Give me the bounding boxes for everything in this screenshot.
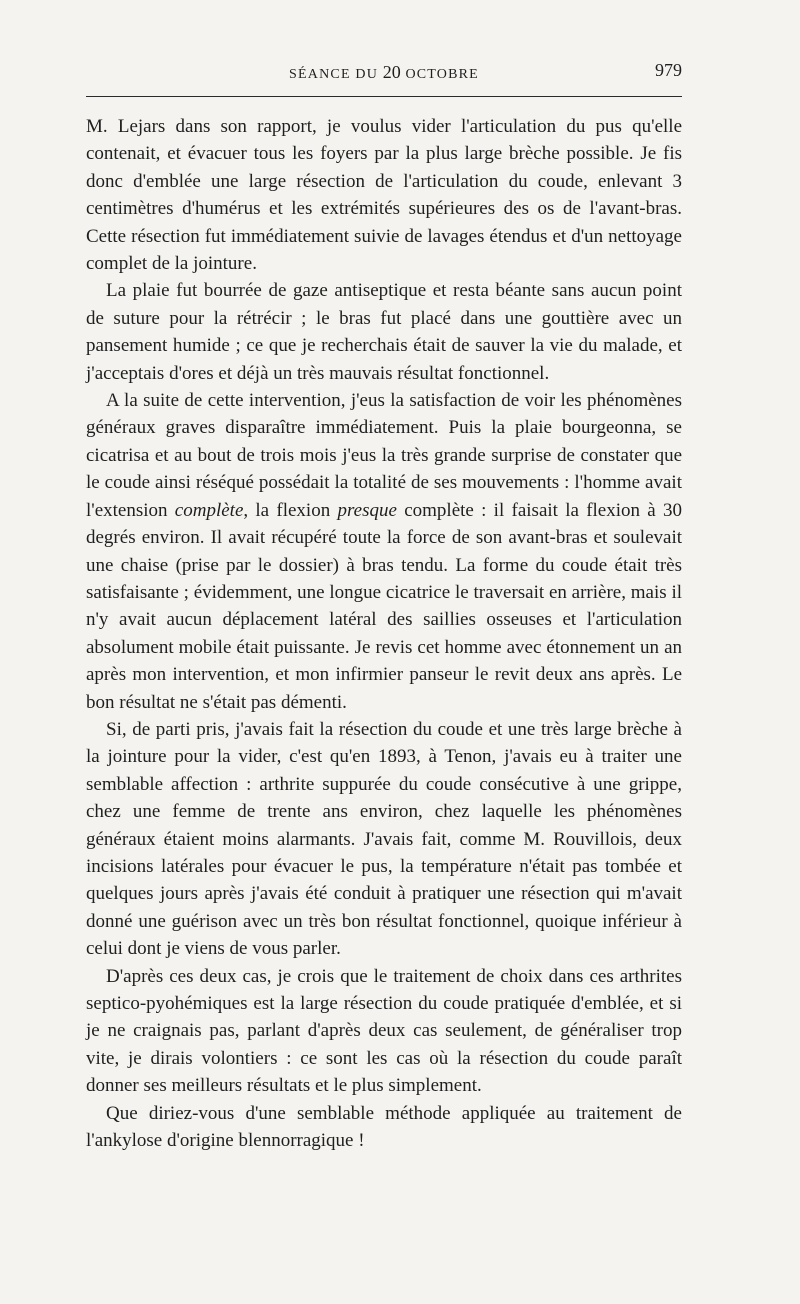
paragraph-3 <box>86 387 682 716</box>
running-head <box>86 60 682 84</box>
body-text <box>86 113 682 1154</box>
paragraph-1: M. Lejars dans son rapport, je voulus vider l'articulation du pus qu'elle contenait, et évacuer tous les foyers par la plus large brèche possible. Je fis donc d'emblée une large résection de l'articulation du coude, enlevant 3 centimètres d'humérus et les extrémités supérieures des os de l'avant-bras. Cette résection fut immédiatement suivie de lavages étendus et d'un nettoyage complet de la jointure. <box>86 116 682 275</box>
session-day: 20 <box>382 62 401 82</box>
italic-complete: complète <box>174 499 244 521</box>
running-title <box>86 62 682 83</box>
running-title-month: OCTOBRE <box>405 67 479 82</box>
paragraph-2: La plaie fut bourrée de gaze antiseptique et resta béante sans aucun point de suture pour la rétrécir ; le bras fut placé dans une gouttière avec un pansement humide ; ce que je recherchais était de sauver la vie du malade, et j'acceptais d'ores et déjà un très mauvais résultat fonctionnel. <box>86 280 682 384</box>
running-title-start: SÉANCE DU <box>289 67 379 82</box>
paragraph-3-part-c: complète : il faisait la flexion à 30 degrés environ. Il avait récupéré toute la force de son avant-bras et soulevait une chaise (prise par le dossier) à bras tendu. La forme du coude était très satisfaisante ; évidemment, une longue cicatrice le traversait en arrière, mais il n'y avait aucun déplacement latéral des saillies osseuses et l'articulation absolument mobile était puissante. Je revis cet homme avec étonnement un an après mon intervention, et mon infirmier panseur le revit deux ans après. Le bon résultat ne s'était pas démenti. <box>86 499 682 713</box>
paragraph-5: D'après ces deux cas, je crois que le traitement de choix dans ces arthrites septico-pyohémiques est la large résection du coude pratiquée d'emblée, et si je ne craignais pas, parlant d'après deux cas seulement, de généraliser trop vite, je dirais volontiers : ce sont les cas où la résection du coude paraît donner ses meilleurs résultats et le plus simplement. <box>86 965 682 1097</box>
paragraph-6: Que diriez-vous d'une semblable méthode appliquée au traitement de l'ankylose d'origine blennorragique ! <box>86 1102 682 1152</box>
page-number: 979 <box>655 60 682 80</box>
paragraph-4: Si, de parti pris, j'avais fait la résection du coude et une très large brèche à la jointure pour la vider, c'est qu'en 1893, à Tenon, j'avais eu à traiter une semblable affection : arthrite suppurée du coude consécutive à une grippe, chez une femme de trente ans environ, chez laquelle les phénomènes généraux étaient moins alarmants. J'avais fait, comme M. Rouvillois, deux incisions latérales pour évacuer le pus, la température n'était pas tombée et quelques jours après j'avais été conduit à pratiquer une résection qui m'avait donné une guérison avec un très bon résultat fonctionnel, quoique inférieur à celui dont je viens de vous parler. <box>86 718 682 960</box>
paragraph-3-part-b: , la flexion <box>243 499 338 521</box>
header-rule <box>86 96 682 97</box>
italic-presque: presque <box>337 499 397 521</box>
paragraph-3-part-a: A la suite de cette intervention, j'eus la satisfaction de voir les phénomènes généraux graves disparaître immédiatement. Puis la plaie bourgeonna, se cicatrisa et au bout de trois mois j'eus la très grande surprise de constater que le coude ainsi réséqué possédait la totalité de ses mouvements : l'homme avait l'extension <box>86 390 682 521</box>
